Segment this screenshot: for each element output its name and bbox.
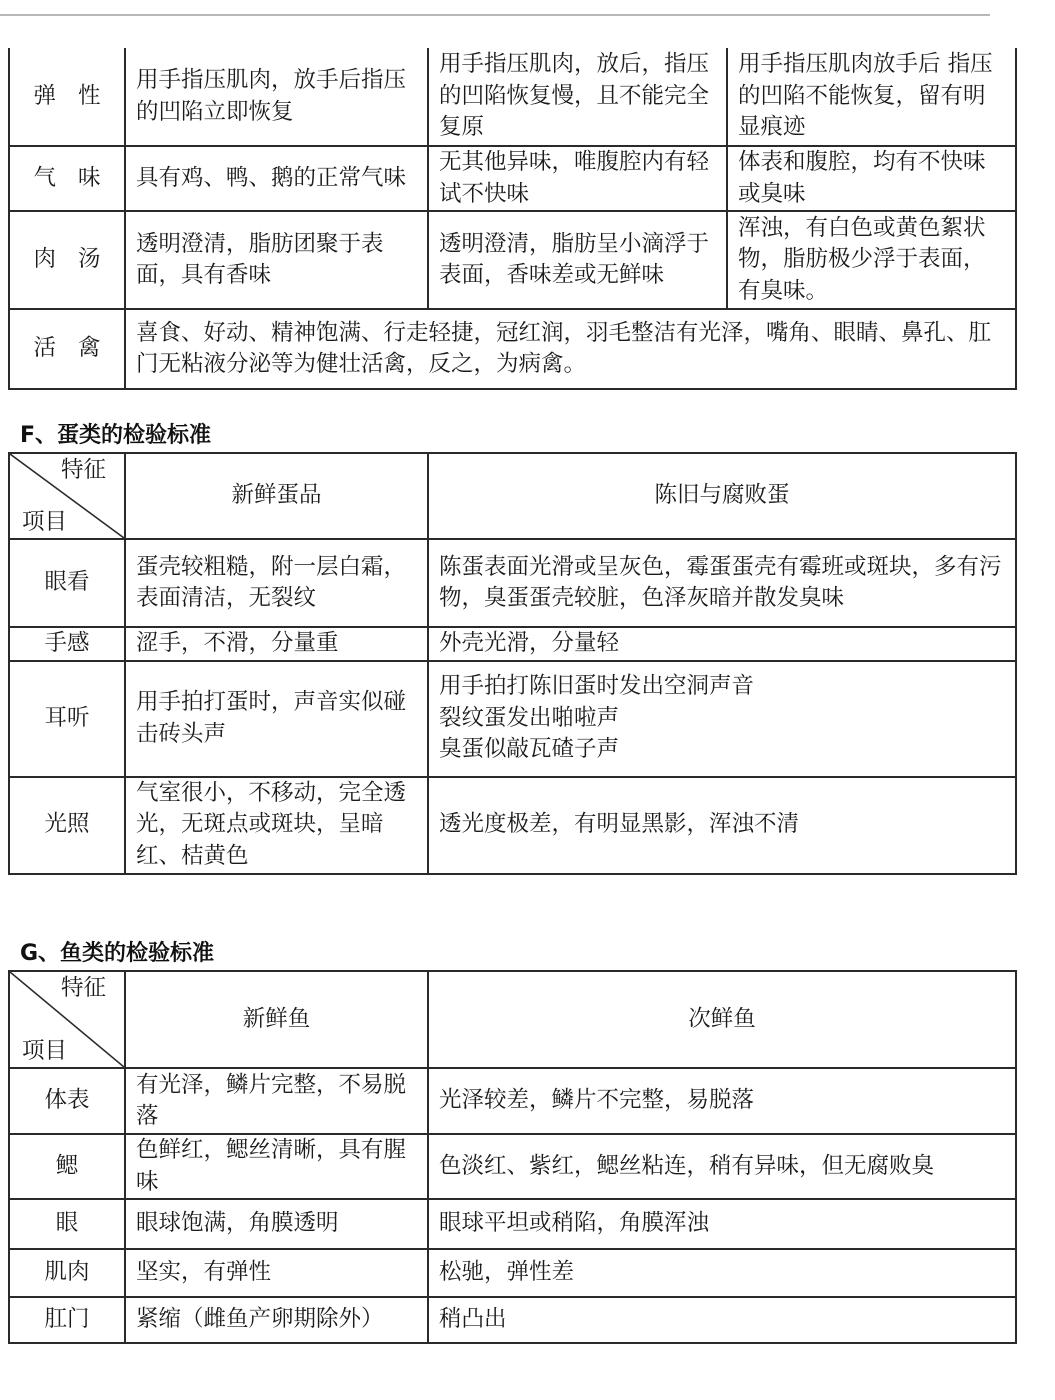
sub-fresh-cell: 无其他异味，唯腹腔内有轻试不快味	[428, 146, 727, 211]
egg-inspection-table	[8, 452, 1017, 875]
row-label: 肉汤	[9, 211, 125, 309]
stale-line: 用手拍打陈旧蛋时发出空洞声音	[439, 673, 755, 700]
table-row	[9, 1249, 1016, 1297]
sub-fresh-cell: 稍凸出	[428, 1297, 1016, 1343]
header-feature-label: 特征	[60, 457, 106, 483]
row-label: 体表	[9, 1068, 125, 1134]
page-top-rule	[0, 14, 990, 16]
sub-fresh-cell: 透明澄清，脂肪呈小滴浮于表面，香味差或无鲜味	[428, 211, 727, 309]
fresh-cell: 色鲜红，鳃丝清晰，具有腥味	[125, 1134, 428, 1199]
header-item-label: 项目	[22, 509, 68, 535]
stale-cell: 外壳光滑，分量轻	[428, 627, 1016, 661]
header-feature-label: 特征	[60, 975, 106, 1001]
stale-cell	[428, 661, 1016, 777]
sub-fresh-cell: 用手指压肌肉，放后，指压的凹陷恢复慢，且不能完全复原	[428, 48, 727, 146]
fresh-cell: 用手拍打蛋时，声音实似碰击砖头声	[125, 661, 428, 777]
fresh-cell: 涩手，不滑，分量重	[125, 627, 428, 661]
header-fresh: 新鲜鱼	[125, 971, 428, 1068]
table-row	[9, 1297, 1016, 1343]
header-stale: 陈旧与腐败蛋	[428, 453, 1016, 539]
stale-cell: 陈蛋表面光滑或呈灰色，霉蛋蛋壳有霉班或斑块，多有污物，臭蛋蛋壳较脏，色泽灰暗并散发臭味	[428, 539, 1016, 627]
fresh-cell: 蛋壳较粗糙，附一层白霜，表面清洁，无裂纹	[125, 539, 428, 627]
fresh-cell: 眼球饱满，角膜透明	[125, 1199, 428, 1249]
table-row	[9, 48, 1016, 146]
fresh-cell: 有光泽，鳞片完整，不易脱落	[125, 1068, 428, 1134]
fresh-cell: 具有鸡、鸭、鹅的正常气味	[125, 146, 428, 211]
live-poultry-description: 喜食、好动、精神饱满、行走轻捷，冠红润，羽毛整洁有光泽，嘴角、眼睛、鼻孔、肛门无粘液分泌等为健壮活禽，反之，为病禽。	[125, 309, 1016, 389]
fresh-cell: 透明澄清，脂肪团聚于表面，具有香味	[125, 211, 428, 309]
row-label: 眼看	[9, 539, 125, 627]
table-row	[9, 777, 1016, 874]
row-label: 弹性	[9, 48, 125, 146]
poultry-inspection-table	[8, 48, 1017, 390]
fish-inspection-table	[8, 970, 1017, 1344]
spoiled-cell: 用手指压肌肉放手后 指压的凹陷不能恢复，留有明显痕迹	[727, 48, 1016, 146]
table-row	[9, 211, 1016, 309]
table-row	[9, 661, 1016, 777]
stale-cell: 透光度极差，有明显黑影，浑浊不清	[428, 777, 1016, 874]
fresh-cell: 坚实，有弹性	[125, 1249, 428, 1297]
fresh-cell: 紧缩（雌鱼产卵期除外）	[125, 1297, 428, 1343]
table-row	[9, 1068, 1016, 1134]
table-row	[9, 627, 1016, 661]
sub-fresh-cell: 眼球平坦或稍陷，角膜浑浊	[428, 1199, 1016, 1249]
header-fresh: 新鲜蛋品	[125, 453, 428, 539]
diagonal-header-cell	[9, 971, 125, 1068]
sub-fresh-cell: 光泽较差，鳞片不完整，易脱落	[428, 1068, 1016, 1134]
stale-line: 臭蛋似敲瓦碴子声	[439, 736, 620, 763]
spoiled-cell: 体表和腹腔，均有不快味或臭味	[727, 146, 1016, 211]
section-title-eggs: F、蛋类的检验标准	[20, 423, 212, 448]
table-row	[9, 539, 1016, 627]
stale-line: 裂纹蛋发出啪啦声	[439, 704, 620, 731]
header-sub-fresh: 次鲜鱼	[428, 971, 1016, 1068]
row-label: 肌肉	[9, 1249, 125, 1297]
row-label: 光照	[9, 777, 125, 874]
row-label: 鳃	[9, 1134, 125, 1199]
spoiled-cell: 浑浊，有白色或黄色絮状物，脂肪极少浮于表面，有臭味。	[727, 211, 1016, 309]
table-row	[9, 309, 1016, 389]
row-label: 气味	[9, 146, 125, 211]
row-label: 耳听	[9, 661, 125, 777]
fresh-cell: 用手指压肌肉，放手后指压的凹陷立即恢复	[125, 48, 428, 146]
table-row	[9, 1199, 1016, 1249]
table-row	[9, 1134, 1016, 1199]
row-label: 活禽	[9, 309, 125, 389]
table-header-row	[9, 971, 1016, 1068]
row-label: 眼	[9, 1199, 125, 1249]
sub-fresh-cell: 色淡红、紫红，鳃丝粘连，稍有异味，但无腐败臭	[428, 1134, 1016, 1199]
fresh-cell: 气室很小，不移动，完全透光，无斑点或斑块，呈暗红、桔黄色	[125, 777, 428, 874]
table-header-row	[9, 453, 1016, 539]
section-title-fish: G、鱼类的检验标准	[20, 941, 215, 966]
table-row	[9, 146, 1016, 211]
diagonal-header-cell	[9, 453, 125, 539]
header-item-label: 项目	[22, 1038, 68, 1064]
row-label: 肛门	[9, 1297, 125, 1343]
sub-fresh-cell: 松驰，弹性差	[428, 1249, 1016, 1297]
row-label: 手感	[9, 627, 125, 661]
